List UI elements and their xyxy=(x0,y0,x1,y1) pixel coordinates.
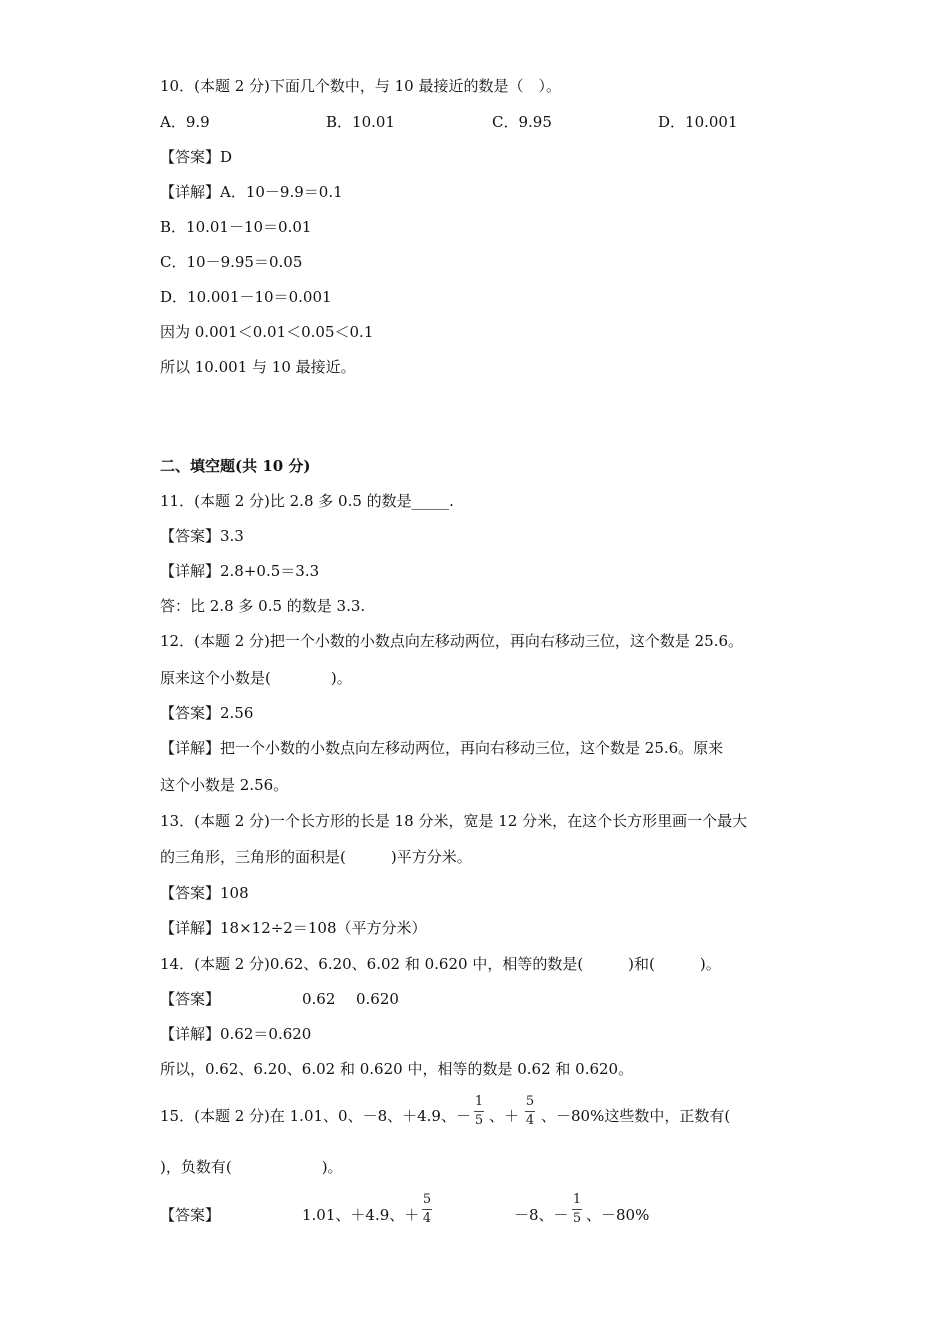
q15-answer-positive-fraction xyxy=(422,1192,432,1227)
fraction-bar xyxy=(474,1111,484,1112)
q10-detail-5: 因为 0.001＜0.01＜0.05＜0.1 xyxy=(160,323,374,341)
q10-detail-3: C．10－9.95＝0.05 xyxy=(160,253,303,271)
fraction-denominator: 4 xyxy=(525,1113,535,1128)
q14-stem: 14．(本题 2 分)0.62、6.20、6.02 和 0.620 中，相等的数是( )和( )。 xyxy=(160,955,721,973)
q15-stem-suffix: 、－80%这些数中，正数有( xyxy=(541,1107,731,1125)
q11-stem: 11．(本题 2 分)比 2.8 多 0.5 的数是_____. xyxy=(160,492,454,510)
q15-answer-label: 【答案】 xyxy=(160,1206,221,1224)
q10-detail-6: 所以 10.001 与 10 最接近。 xyxy=(160,358,356,376)
q13-stem-line1: 13．(本题 2 分)一个长方形的长是 18 分米，宽是 12 分米，在这个长方形里画一个最大 xyxy=(160,812,748,830)
q15-fraction-five-quarters xyxy=(525,1094,535,1129)
q10-option-c: C．9.95 xyxy=(492,113,552,131)
q14-conclusion: 所以，0.62、6.20、6.02 和 0.620 中，相等的数是 0.62 和 0.620。 xyxy=(160,1060,634,1078)
q12-stem-line1: 12．(本题 2 分)把一个小数的小数点向左移动两位，再向右移动三位，这个数是 25.6。 xyxy=(160,632,744,650)
q14-answer-value-1: 0.62 xyxy=(302,990,336,1008)
q15-answer-positive: 1.01、＋4.9、＋ xyxy=(302,1206,420,1224)
q12-detail-line1: 【详解】把一个小数的小数点向左移动两位，再向右移动三位，这个数是 25.6。原来 xyxy=(160,739,724,757)
q10-detail-2: B．10.01－10＝0.01 xyxy=(160,218,312,236)
q10-option-d: D．10.001 xyxy=(658,113,738,131)
q10-detail-1: 【详解】A．10－9.9＝0.1 xyxy=(160,183,343,201)
q12-answer: 【答案】2.56 xyxy=(160,704,254,722)
q15-separator: 、＋ xyxy=(489,1107,520,1125)
q15-answer-negative-fraction xyxy=(572,1192,582,1227)
q15-stem-line2: )，负数有( )。 xyxy=(160,1158,343,1176)
fraction-denominator: 5 xyxy=(572,1211,582,1226)
fraction-bar xyxy=(525,1111,535,1112)
q11-reply: 答：比 2.8 多 0.5 的数是 3.3. xyxy=(160,597,366,615)
q14-answer-value-2: 0.620 xyxy=(356,990,399,1008)
q10-option-a: A．9.9 xyxy=(160,113,210,131)
q15-answer-negative-suffix: 、－80% xyxy=(586,1206,650,1224)
q10-option-b: B．10.01 xyxy=(326,113,395,131)
q10-detail-4: D．10.001－10＝0.001 xyxy=(160,288,332,306)
q15-stem-prefix: 15．(本题 2 分)在 1.01、0、－8、＋4.9、－ xyxy=(160,1107,471,1125)
q14-answer-label: 【答案】 xyxy=(160,990,221,1008)
q10-answer: 【答案】D xyxy=(160,148,233,166)
q13-answer: 【答案】108 xyxy=(160,884,249,902)
fraction-numerator: 1 xyxy=(572,1192,582,1207)
fraction-numerator: 1 xyxy=(474,1094,484,1109)
q15-answer-negative-prefix: －8、－ xyxy=(514,1206,569,1224)
q13-detail: 【详解】18×12÷2＝108（平方分米） xyxy=(160,919,427,937)
fraction-numerator: 5 xyxy=(525,1094,535,1109)
q12-detail-line2: 这个小数是 2.56。 xyxy=(160,776,289,794)
q14-detail: 【详解】0.62＝0.620 xyxy=(160,1025,312,1043)
q10-stem: 10．(本题 2 分)下面几个数中，与 10 最接近的数是（ ）。 xyxy=(160,77,561,95)
fraction-bar xyxy=(572,1209,582,1210)
q12-stem-line2: 原来这个小数是( )。 xyxy=(160,669,352,687)
q13-stem-line2: 的三角形，三角形的面积是( )平方分米。 xyxy=(160,848,472,866)
q15-fraction-one-fifth xyxy=(474,1094,484,1129)
fraction-bar xyxy=(422,1209,432,1210)
q11-answer: 【答案】3.3 xyxy=(160,527,244,545)
fraction-denominator: 4 xyxy=(422,1211,432,1226)
fraction-numerator: 5 xyxy=(422,1192,432,1207)
fraction-denominator: 5 xyxy=(474,1113,484,1128)
q11-detail: 【详解】2.8+0.5＝3.3 xyxy=(160,562,320,580)
section-title: 二、填空题(共 10 分) xyxy=(160,457,311,475)
